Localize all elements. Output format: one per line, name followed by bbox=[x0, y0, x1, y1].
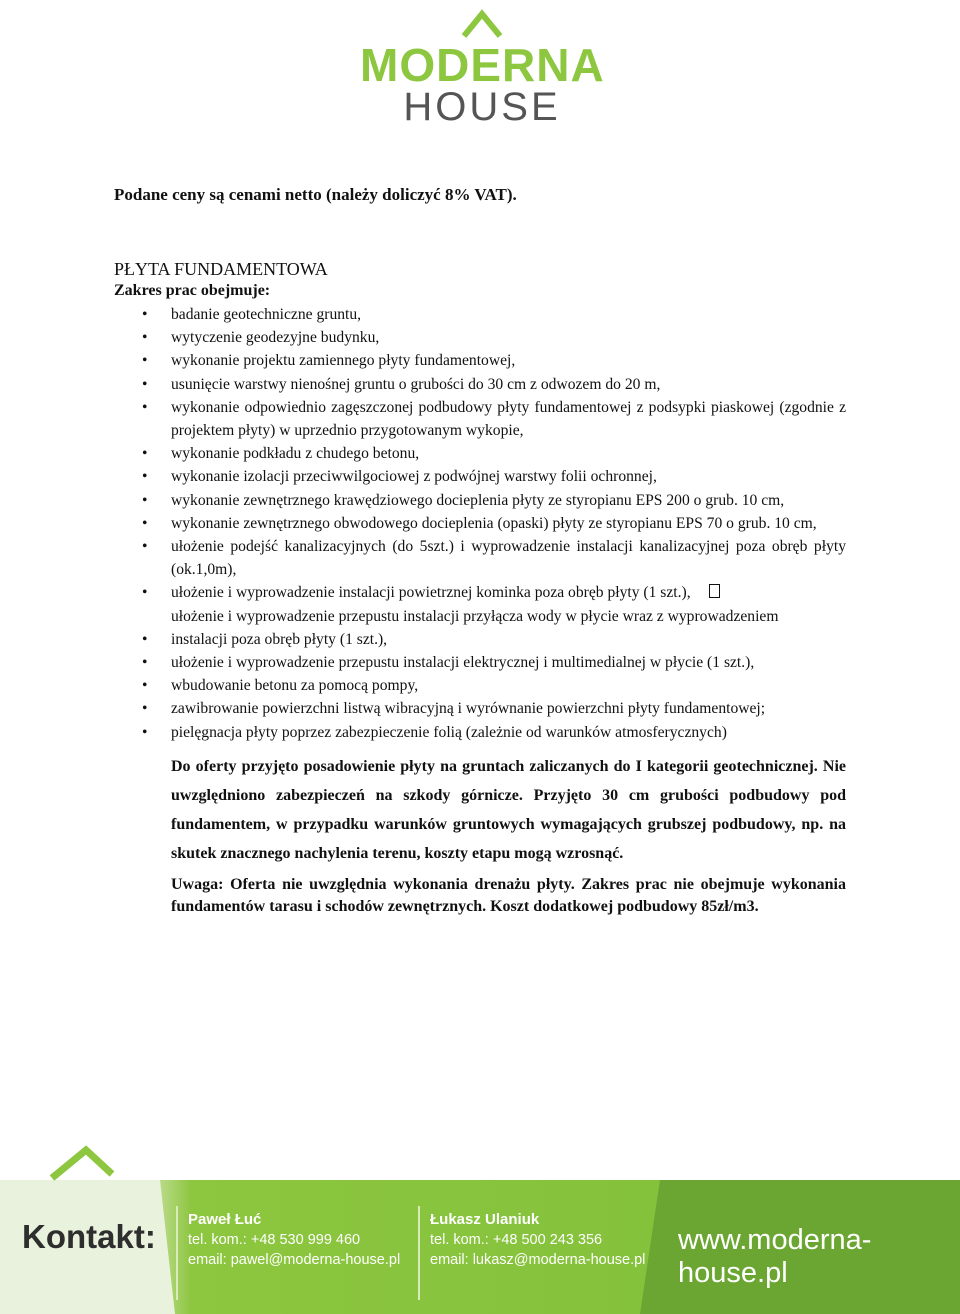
divider bbox=[418, 1206, 420, 1300]
list-item: • ułożenie podejść kanalizacyjnych (do 5szt.) i wyprowadzenie instalacji kanalizacyjnej poza obręb płyty (ok.1,0m), bbox=[114, 535, 846, 581]
house-roof-icon bbox=[52, 1150, 112, 1178]
section-title: PŁYTA FUNDAMENTOWA bbox=[114, 259, 328, 279]
contact-label: Kontakt: bbox=[22, 1218, 156, 1255]
divider bbox=[176, 1206, 178, 1300]
list-item: • wykonanie odpowiednio zagęszczonej podbudowy płyty fundamentowej z podsypki piaskowej (zgodnie z projektem płyty) w uprzednio przygotowanym wykopie, bbox=[114, 396, 846, 442]
list-item: ułożenie i wyprowadzenie przepustu instalacji przyłącza wody w płycie wraz z wyprowadzeniem bbox=[171, 607, 779, 625]
contact-phone[interactable]: tel. kom.: +48 530 999 460 bbox=[188, 1232, 361, 1248]
contact-email[interactable]: email: pawel@moderna-house.pl bbox=[188, 1252, 401, 1268]
contact-name: Łukasz Ulaniuk bbox=[430, 1211, 540, 1228]
website-link[interactable]: www.moderna-house.pl bbox=[678, 1224, 872, 1289]
list-item: • ułożenie i wyprowadzenie przepustu instalacji elektrycznej i multimedialnej w płycie (1 szt.), bbox=[114, 651, 846, 674]
list-item: • wykonanie zewnętrznego krawędziowego docieplenia płyty ze styropianu EPS 200 o grub. 10 cm, bbox=[114, 489, 846, 512]
list-item: • wykonanie podkładu z chudego betonu, bbox=[114, 442, 846, 465]
scope-label: Zakres prac obejmuje: bbox=[114, 282, 271, 299]
list-item: • pielęgnacja płyty poprzez zabezpieczenie folią (zależnie od warunków atmosferycznych) bbox=[114, 721, 846, 744]
contact-pawel bbox=[188, 1210, 400, 1270]
list-item: • wykonanie zewnętrznego obwodowego docieplenia (opaski) płyty ze styropianu EPS 70 o grub. 10 cm, bbox=[114, 512, 846, 535]
warning-paragraph: Uwaga: Oferta nie uwzględnia wykonania drenażu płyty. Zakres prac nie obejmuje wykonania fundamentów tarasu i schodów zewnętrznych. Koszt dodatkowej podbudowy 85zł/m3. bbox=[171, 875, 846, 915]
contact-lukasz bbox=[430, 1210, 645, 1270]
missing-glyph-box-icon bbox=[709, 584, 720, 598]
list-item: • wykonanie projektu zamiennego płyty fundamentowej, bbox=[114, 349, 846, 372]
logo-wordmark-bottom: HOUSE bbox=[403, 85, 561, 129]
list-item: • instalacji poza obręb płyty (1 szt.), bbox=[114, 628, 846, 651]
list-item: • badanie geotechniczne gruntu, bbox=[114, 303, 846, 326]
list-item-text: ułożenie i wyprowadzenie instalacji powietrznej kominka poza obręb płyty (1 szt.), bbox=[171, 584, 691, 602]
list-item bbox=[114, 581, 846, 604]
contact-name: Paweł Łuć bbox=[188, 1211, 262, 1228]
contact-email[interactable]: email: lukasz@moderna-house.pl bbox=[430, 1252, 646, 1268]
company-logo bbox=[360, 8, 605, 129]
house-roof-icon bbox=[460, 8, 504, 38]
offer-assumptions-paragraph: Do oferty przyjęto posadowienie płyty na gruntach zaliczanych do I kategorii geotechnicznej. Nie uwzględniono zabezpieczeń na szkody górnicze. Przyjęto 30 cm grubości podbudowy pod fundamentem, w przypadku warunków gruntowych wymagających grubszej podbudowy, np. na skutek znacznego nachylenia terenu, koszty etapu mogą wzrosnąć. bbox=[171, 757, 846, 862]
list-item: • wykonanie izolacji przeciwwilgociowej z podwójnej warstwy folii ochronnej, bbox=[114, 465, 846, 488]
list-item: • usunięcie warstwy nienośnej gruntu o grubości do 30 cm z odwozem do 20 m, bbox=[114, 373, 846, 396]
list-item: • wbudowanie betonu za pomocą pompy, bbox=[114, 674, 846, 697]
scope-list bbox=[114, 303, 854, 744]
contact-phone[interactable]: tel. kom.: +48 500 243 356 bbox=[430, 1232, 603, 1248]
contact-footer bbox=[0, 1140, 960, 1314]
list-item: • zawibrowanie powierzchni listwą wibracyjną i wyrównanie powierzchni płyty fundamentowej; bbox=[114, 697, 846, 720]
list-item: • wytyczenie geodezyjne budynku, bbox=[114, 326, 846, 349]
vat-note: Podane ceny są cenami netto (należy doliczyć 8% VAT). bbox=[114, 185, 517, 204]
foundation-slab-section bbox=[114, 258, 854, 918]
logo-wordmark-top: MODERNA bbox=[360, 39, 605, 91]
